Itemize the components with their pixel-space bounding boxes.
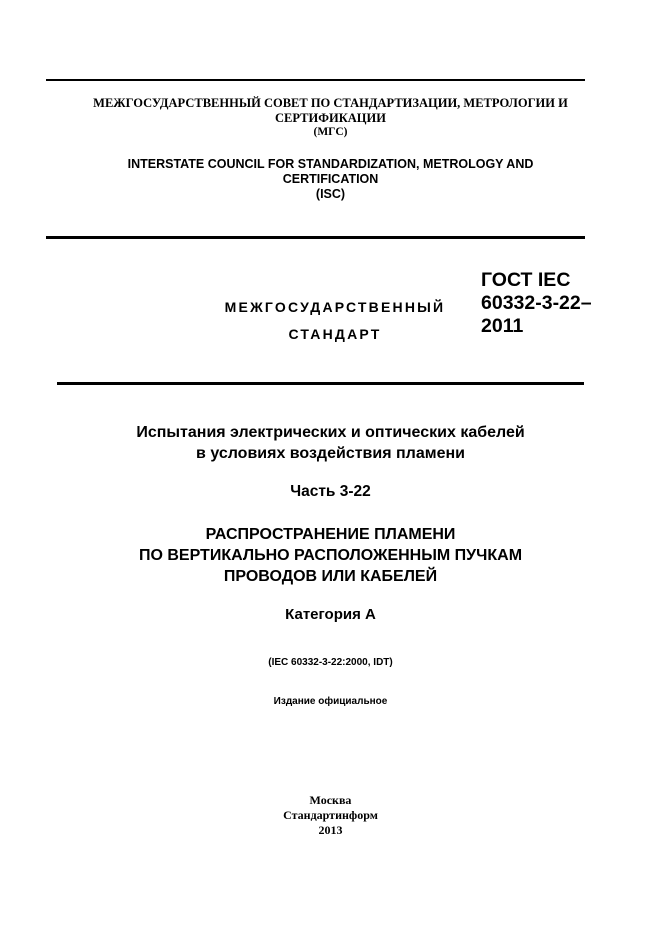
- council-en-line2: CERTIFICATION: [282, 172, 379, 186]
- bottom-divider: [57, 382, 584, 385]
- council-ru-abbreviation: (МГС): [313, 126, 348, 138]
- imprint-city: Москва: [309, 793, 352, 807]
- standard-number-line1: ГОСТ IEC: [481, 269, 571, 291]
- edition-label: Издание официальное: [273, 696, 388, 707]
- top-divider: [46, 79, 585, 81]
- title-line2: в условиях воздействия пламени: [196, 445, 465, 462]
- council-en-line1: INTERSTATE COUNCIL FOR STANDARDIZATION, METROLOGY AND: [127, 157, 534, 171]
- subtitle-line2: ПО ВЕРТИКАЛЬНО РАСПОЛОЖЕННЫМ ПУЧКАМ: [138, 547, 523, 564]
- council-name-en: [0, 157, 661, 202]
- imprint-year: 2013: [318, 823, 343, 837]
- part-number: Часть 3-22: [290, 483, 371, 500]
- iec-reference: (IEC 60332-3-22:2000, IDT): [268, 657, 393, 668]
- middle-divider: [46, 236, 585, 239]
- imprint-publisher: Стандартинформ: [283, 808, 378, 822]
- standard-number-line3: 2011: [481, 315, 524, 337]
- standard-number: [481, 269, 592, 338]
- council-ru-line2: СЕРТИФИКАЦИИ: [275, 110, 386, 125]
- subtitle-line1: РАСПРОСТРАНЕНИЕ ПЛАМЕНИ: [205, 526, 456, 543]
- title-line1: Испытания электрических и оптических кабелей: [136, 424, 525, 441]
- council-name-ru: [0, 96, 661, 140]
- council-ru-line1: МЕЖГОСУДАРСТВЕННЫЙ СОВЕТ ПО СТАНДАРТИЗАЦИИ, МЕТРОЛОГИИ И: [93, 96, 568, 110]
- imprint: [0, 793, 661, 838]
- standard-kind-line1: МЕЖГОСУДАРСТВЕННЫЙ: [224, 299, 446, 315]
- document-title: [0, 422, 661, 464]
- document-subtitle: [0, 524, 661, 587]
- standard-number-line2: 60332-3-22–: [481, 292, 592, 314]
- subtitle-line3: ПРОВОДОВ ИЛИ КАБЕЛЕЙ: [223, 568, 438, 585]
- council-en-abbreviation: (ISC): [315, 187, 346, 201]
- standard-kind-line2: СТАНДАРТ: [288, 326, 382, 342]
- category-label: Категория А: [285, 606, 376, 623]
